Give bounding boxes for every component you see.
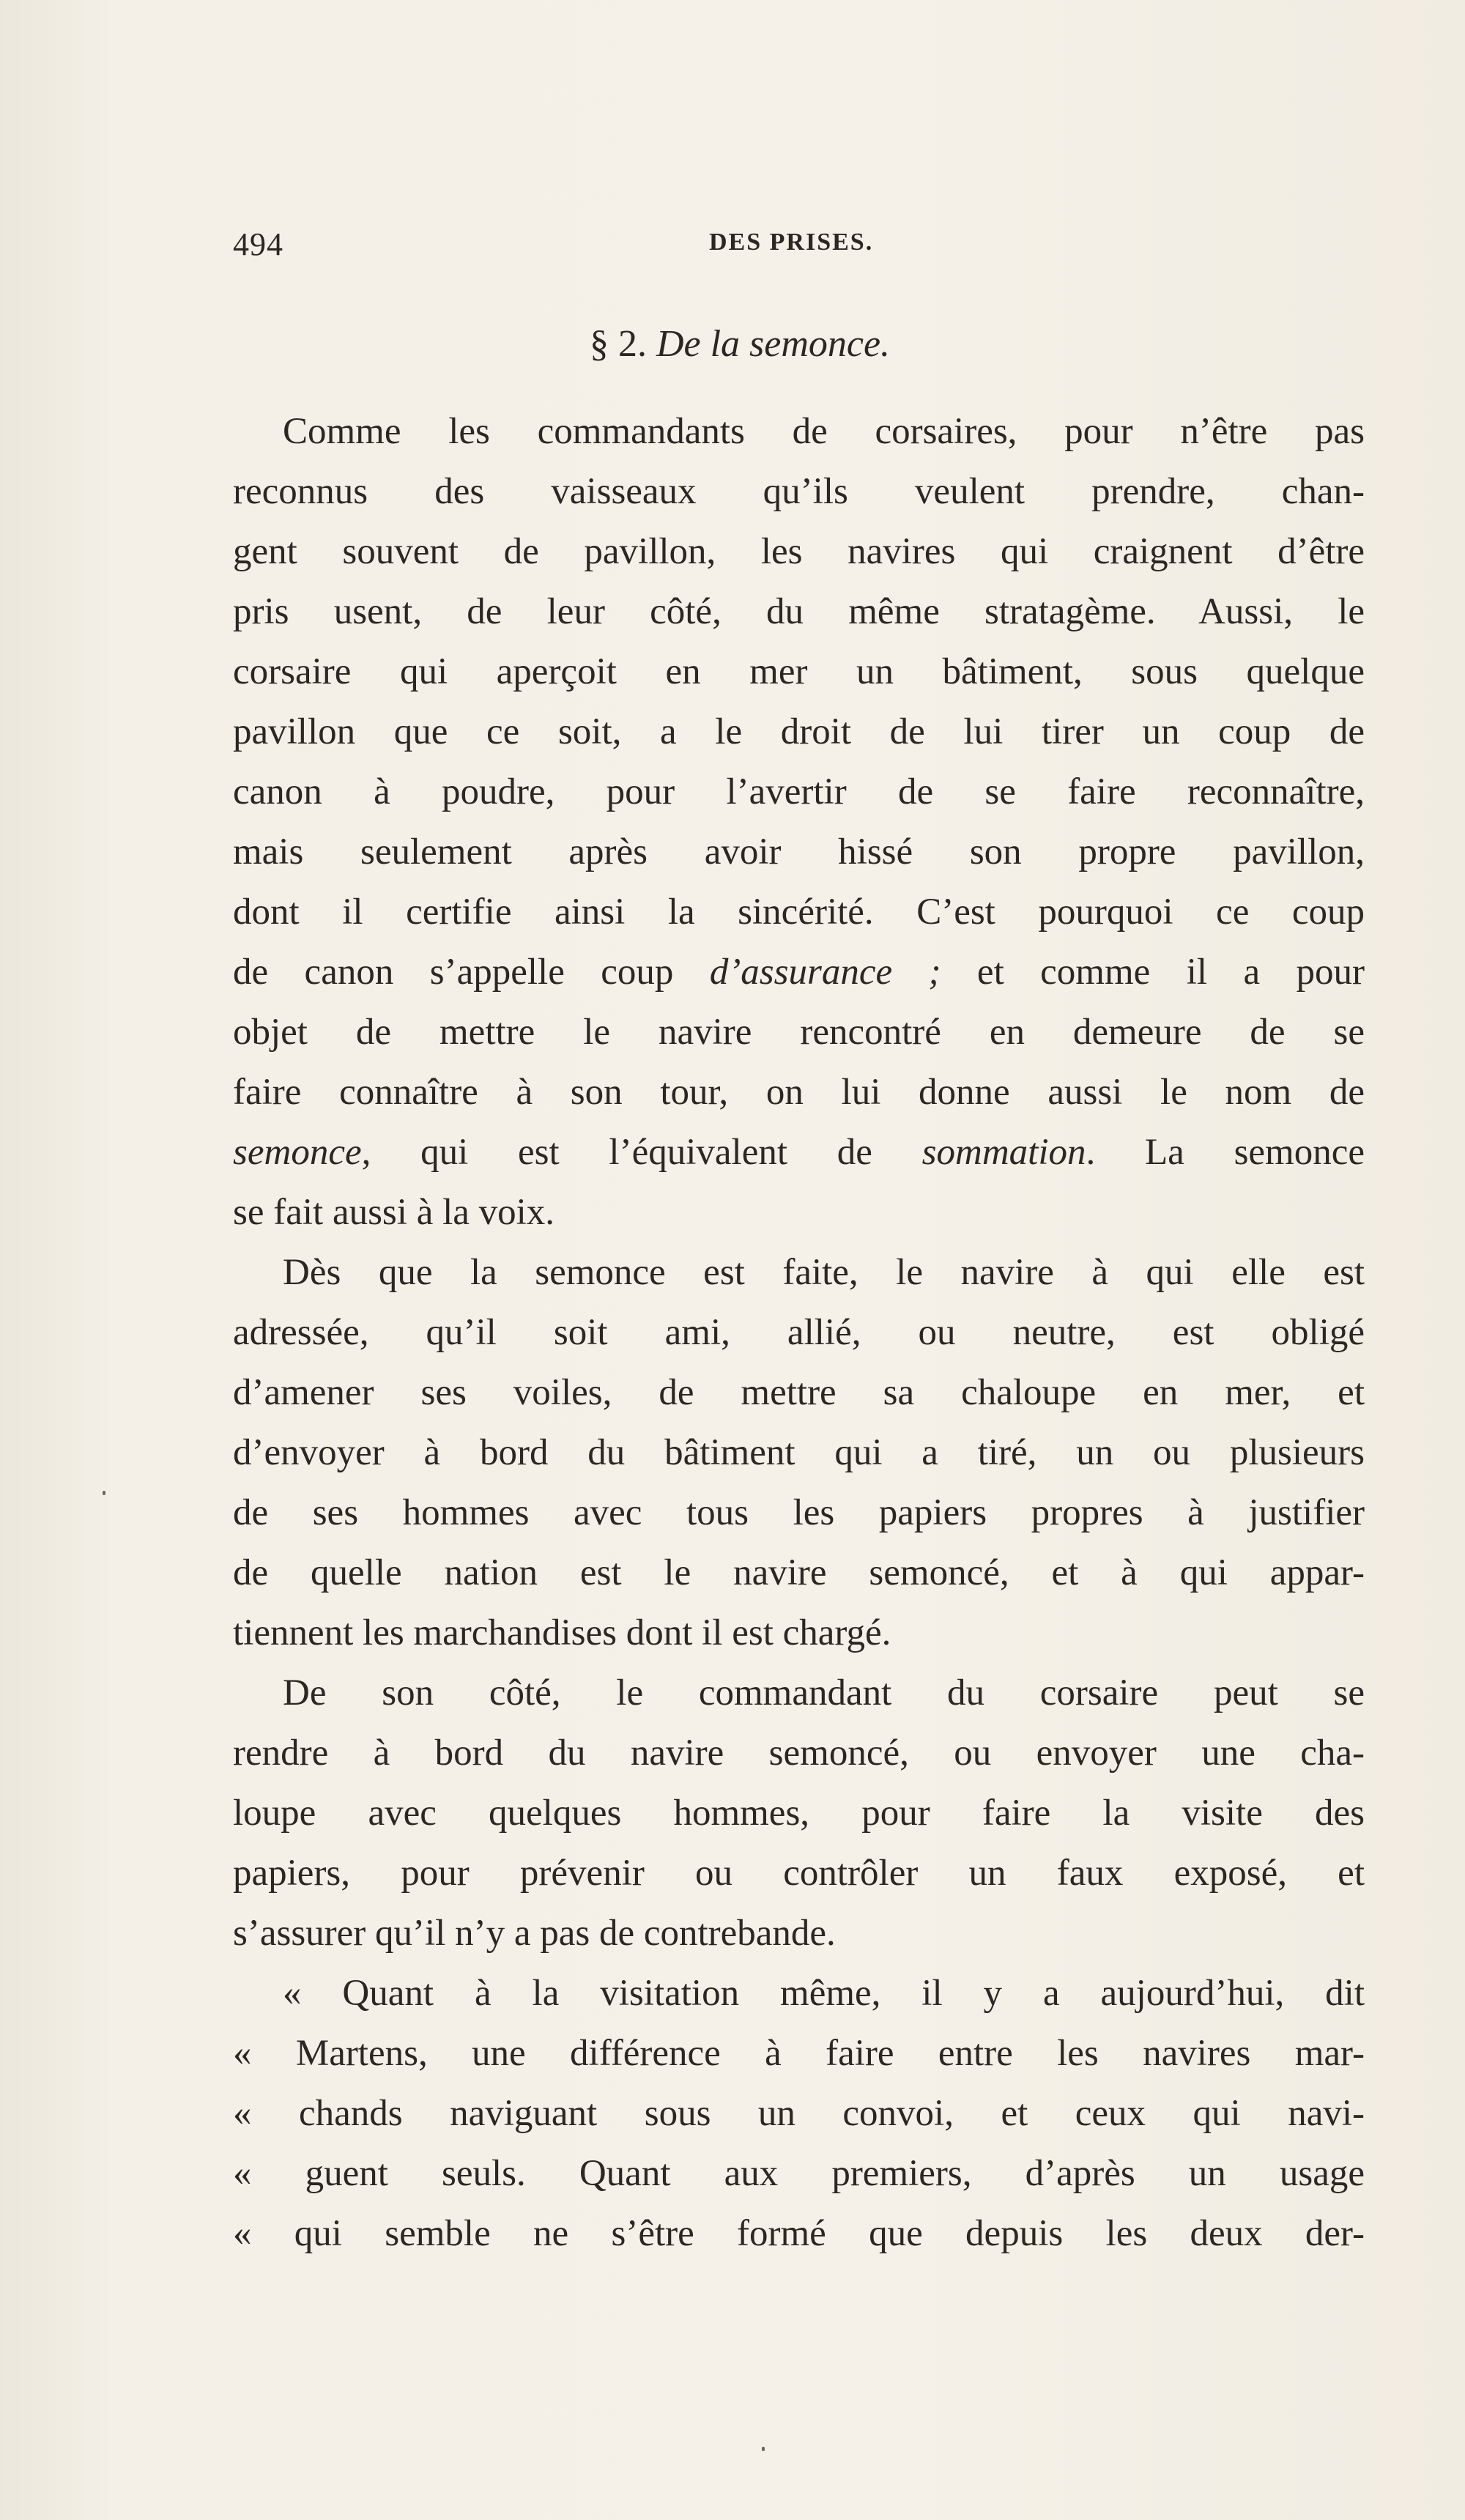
text-line: « guent seuls. Quant aux premiers, d’après un usage: [233, 2153, 1365, 2194]
text-line: tiennent les marchandises dont il est chargé.: [233, 1612, 891, 1653]
running-head: DES PRISES.: [709, 229, 874, 256]
text-line: de quelle nation est le navire semoncé, et à qui appar-: [233, 1552, 1365, 1593]
paper-speck: [762, 2447, 765, 2451]
italic-term-assurance: d’assurance ;: [709, 952, 941, 993]
text-line: De son côté, le commandant du corsaire peut se: [283, 1672, 1365, 1713]
paper-speck: [103, 1491, 105, 1495]
text-line: faire connaître à son tour, on lui donne aussi le nom de: [233, 1072, 1365, 1113]
text-line: rendre à bord du navire semoncé, ou envoyer une cha-: [233, 1732, 1365, 1774]
section-title: De la semonce.: [656, 323, 891, 365]
section-heading: [0, 322, 1465, 366]
text-line: reconnus des vaisseaux qu’ils veulent prendre, chan-: [233, 471, 1365, 512]
italic-term-sommation: sommation: [921, 1132, 1086, 1173]
text-line: loupe avec quelques hommes, pour faire la visite des: [233, 1793, 1365, 1834]
text-line: canon à poudre, pour l’avertir de se faire reconnaître,: [233, 771, 1365, 812]
text-line: objet de mettre le navire rencontré en demeure de se: [233, 1012, 1365, 1053]
text-line: corsaire qui aperçoit en mer un bâtiment, sous quelque: [233, 651, 1365, 692]
text-line: dont il certifie ainsi la sincérité. C’est pourquoi ce coup: [233, 892, 1365, 933]
text-line: « Quant à la visitation même, il y a aujourd’hui, dit: [283, 1973, 1365, 2014]
text-line: « Martens, une différence à faire entre les navires mar-: [233, 2033, 1365, 2074]
text-fragment: et comme il a pour: [941, 952, 1365, 993]
page-header: [233, 226, 897, 270]
text-line: [233, 1122, 1365, 1182]
text-line: de ses hommes avec tous les papiers propres à justifier: [233, 1492, 1365, 1533]
text-line: pris usent, de leur côté, du même stratagème. Aussi, le: [233, 591, 1365, 632]
text-line: Comme les commandants de corsaires, pour n’être pas: [283, 411, 1365, 452]
page-number: 494: [233, 226, 283, 262]
text-line: « chands naviguant sous un convoi, et ceux qui navi-: [233, 2093, 1365, 2134]
italic-term-semonce: semonce: [233, 1132, 362, 1173]
text-line: d’envoyer à bord du bâtiment qui a tiré, un ou plusieurs: [233, 1432, 1365, 1473]
text-line: d’amener ses voiles, de mettre sa chaloupe en mer, et: [233, 1372, 1365, 1413]
text-line: gent souvent de pavillon, les navires qui craignent d’être: [233, 531, 1365, 572]
text-fragment: de canon s’appelle coup: [233, 952, 710, 993]
text-line: « qui semble ne s’être formé que depuis les deux der-: [233, 2213, 1365, 2254]
body-text: [233, 401, 1365, 2264]
text-fragment: , qui est l’équivalent de: [361, 1132, 922, 1173]
text-line: pavillon que ce soit, a le droit de lui tirer un coup de: [233, 711, 1365, 752]
text-line: papiers, pour prévenir ou contrôler un faux exposé, et: [233, 1853, 1365, 1894]
text-line: adressée, qu’il soit ami, allié, ou neutre, est obligé: [233, 1312, 1365, 1353]
text-line: Dès que la semonce est faite, le navire à qui elle est: [283, 1252, 1365, 1293]
text-line: mais seulement après avoir hissé son propre pavillon,: [233, 831, 1365, 872]
text-line: s’assurer qu’il n’y a pas de contrebande.: [233, 1913, 836, 1954]
section-number: § 2.: [589, 323, 647, 365]
text-line: [233, 942, 1365, 1002]
text-line: se fait aussi à la voix.: [233, 1192, 555, 1233]
text-fragment: . La semonce: [1086, 1132, 1365, 1173]
